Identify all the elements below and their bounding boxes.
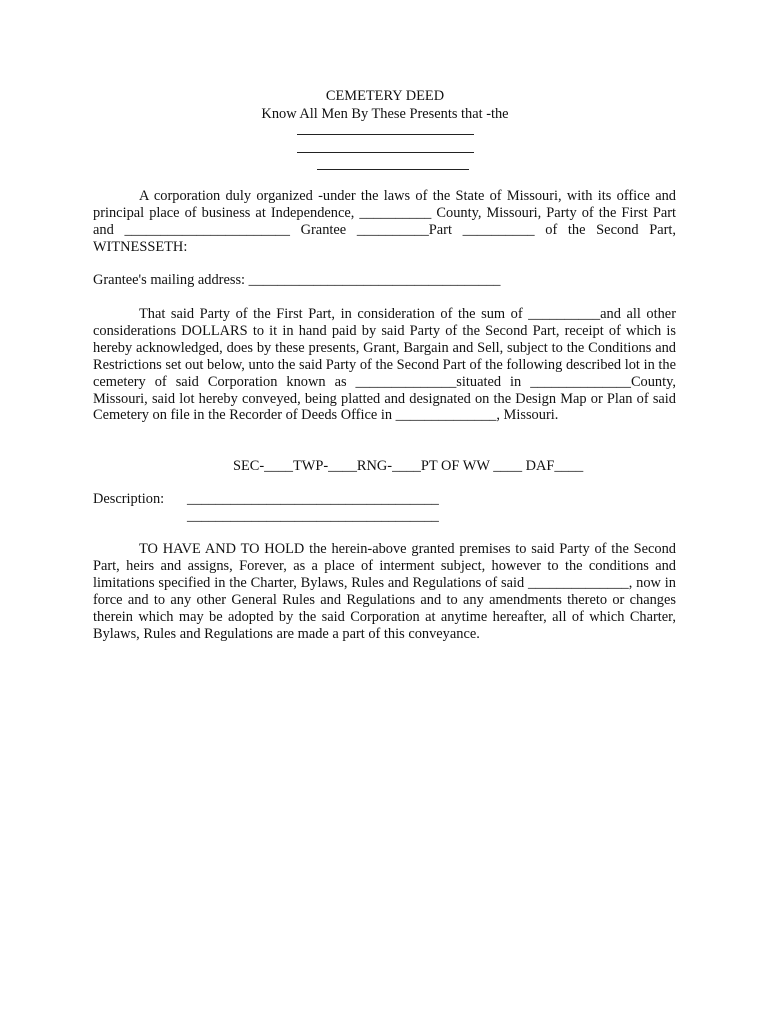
grantee-mailing-address: Grantee's mailing address: ___________________________________ [93,272,501,288]
consideration-paragraph [93,306,676,424]
legal-description-line: SEC-____TWP-____RNG-____PT OF WW ____ DAF____ [233,458,584,474]
recital-text: A corporation duly organized -under the laws of the State of Missouri, with its office and principal place of business at Independence, __________ County, Missouri, Party of the First Part and _______________________ Grantee __________Part __________ of the Second Part, WITNESSETH: [93,188,676,255]
description-label: Description: [93,491,165,507]
grantor-blank-line-3 [317,169,469,170]
habendum-text: TO HAVE AND TO HOLD the herein-above granted premises to said Party of the Second Part, heirs and assigns, Forever, as a place of interment subject, however to the conditions and limitations specified in the Charter, Bylaws, Rules and Regulations of said ______________, now in force and to any other General Rules and Regulations and to any amendments thereto or changes therein which may be adopted by the said Corporation at anytime hereafter, all of which Charter, Bylaws, Rules and Regulations are made a part of this conveyance. [93,541,676,642]
document-subtitle: Know All Men By These Presents that -the [261,106,509,122]
habendum-paragraph [93,541,676,642]
grantor-blank-line-2 [297,152,474,153]
grantor-blank-line-1 [297,134,474,135]
document-title: CEMETERY DEED [325,88,445,104]
description-blank-2: ___________________________________ [187,508,439,524]
consideration-text: That said Party of the First Part, in consideration of the sum of __________and all other considerations DOLLARS to it in hand paid by said Party of the Second Part, receipt of which is hereby acknowledged, does by these presents, Grant, Bargain and Sell, subject to the Conditions and Restrictions set out below, unto the said Party of the Second Part of the following described lot in the cemetery of said Corporation known as ______________situated in ______________County, Missouri, said lot hereby conveyed, being platted and designated on the Design Map or Plan of said Cemetery on file in the Recorder of Deeds Office in ______________, Missouri. [93,306,676,424]
description-blank-1: ___________________________________ [187,491,439,507]
recital-paragraph [93,188,676,256]
